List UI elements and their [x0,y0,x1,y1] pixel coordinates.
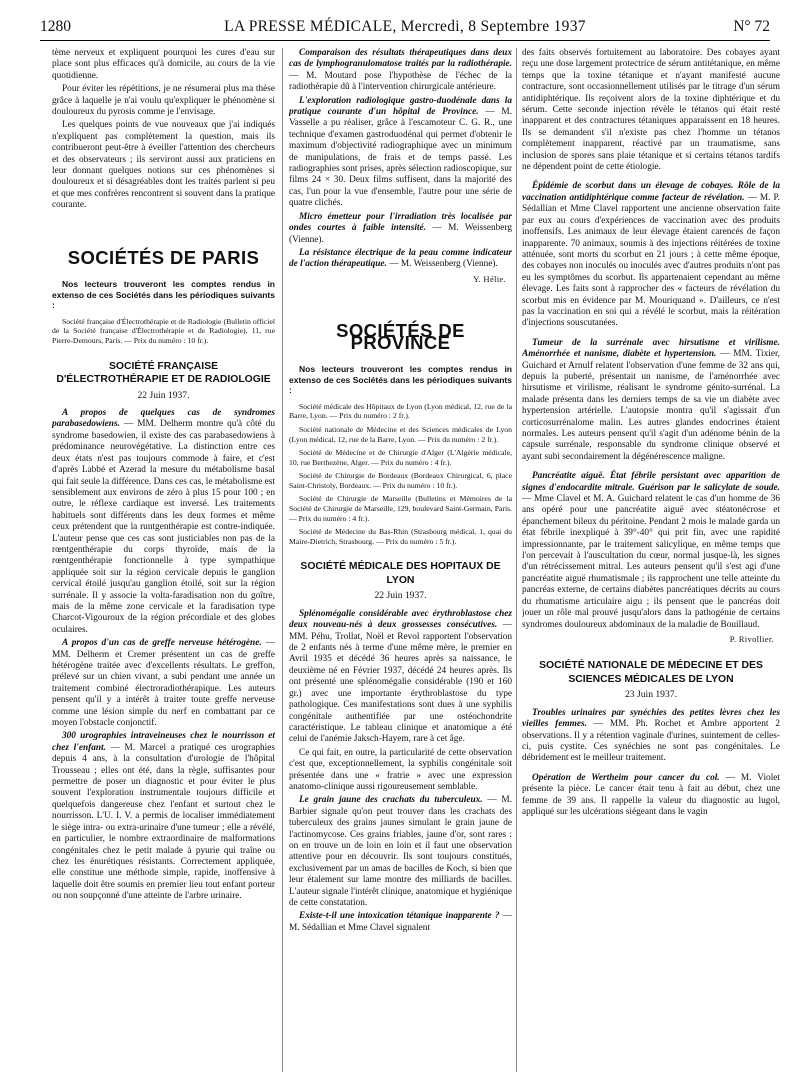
article-title: La résistance électrique de la peau comme indicateur de l'action thérapeutique. [289,247,512,270]
society-heading: SOCIÉTÉ NATIONALE DE MÉDECINE ET DES SCIENCES MÉDICALES DE LYON [539,660,763,685]
article-title: Pancréatite aiguë. État fébrile persistant avec apparition de signes d'endocardite mitrale. Guérison par le salicylate de soude. [522,471,780,493]
article-body: — MM. Delherm et Cremer présentent un cas de greffe hétérogène traitée avec d'excellents résultats. Le greffon, prélevé sur un chien vivant, a subi pendant une année un traitement combiné électroradiothérapique. Les auteurs pensent qu'il y a intérêt à traiter toute greffe nerveuse comme une lésion simple du nerf en combattant par ce moyen l'obstacle conjonctif. [52,638,275,729]
article-body: — M. Violet présente la pièce. Le cancer était tenu à fait au début, chez une femme de 39 ans. Il rappelle la valeur du diagnostic au lugol, appliqué sur les ulcérations siégeant dans le vagin [522,772,780,817]
session-date: 22 Juin 1937. [137,389,190,401]
article-body: — M. Marcel a pratiqué ces urographies depuis 4 ans, à la consultation d'urologie de l'hôpital Trousseau ; elles ont été, dans la règle, suffisantes pour permettre de poser un diagnostic et pour éviter le plus souvent l'exploration instrumentale toujours difficile et quelquefois dangereuse chez l'enfant et surtout chez le nourrisson. L'U. I. V. a permis de localiser immédiatement le siège intra- ou extra-urinaire d'une tumeur ; elle a révélé, en particulier, le nombre extraordinaire de malformations congénitales chez le petit malade à pyurie qui traîne ou chez les énurétiques résistants. Correctement appliquée, elle constitue une méthode simple, rapide, inoffensive à laquelle doit être soumis en premier lieu tout enfant porteur ou non soupçonné d'une atteinte de l'arbre urinaire. [52,742,275,902]
article [522,773,780,819]
article [289,48,512,94]
article-body: — MM. Péhu, Trollat, Noël et Revol rapportent l'observation de 2 enfants nés à terme d'une même mère, le premier en Avril 1935 et décédé 36 heures après sa naissance, le deuxième né en Février 1937, décédé 24 heures après. Ils ont présenté une splénomégalie considérable (190 et 160 gr.) avec une importante érythroblastose du type pathologique. Ces manifestations sont dues à une syphilis congénitale authentifiée par une ostéochondrite caractéristique. Le tableau clinique et anatomique a été celui de l'anémie Jaksch-Hayem, rare à cet âge. [289,620,512,745]
section-intro: Nos lecteurs trouveront les comptes rendus in extenso de ces Sociétés dans les périodiques suivants : [289,363,512,396]
article-body: — MM. Delherm montre qu'à côté du syndrome basedowien, il existe des cas parabasedowiens à prédominance neurovégétative. La distinction entre ces deux états n'est pas toujours commode à faire, et c'est d'après Labbé et Azerad la mesure du métabolisme basal qui fait seule la différence. Dans ces cas, le métabolisme est sensiblement aux environs de zéro à plus 15 pour 100 ; en outre, le réflexe cardiaque est inversé. Les traitements habituels sont différents dans les deux formes et même ceux prétendent que la runtgenthérapie est contre-indiquée. L'auteur pense que ces cas sont justiciables non pas de la rœntgenthérapie du corps thyroïde, mais de la rœntgenthérapie fonctionnelle à type sympathique appliquée soit sur la région cervicale depuis le ganglion cervical étoilé jusqu'au ganglion étoilé, soit sur la région surrénale. Il y associe la volta-faradisation non du goître, mais de la même zone cervicale et la faradisation type Charcot-Vigouroux de la région précordiale et des globes oculaires. [52,419,275,635]
article [522,708,780,765]
article-body: — MM. Ph. Rochet et Ambre apportent 2 observations. Il y a rétention vaginale d'urines, suintement de celles-ci, puis cystite. Ces synéchies ne sont pas congénitales. Le débridement est le meilleur traitement. [522,719,780,764]
journal-title: LA PRESSE MÉDICALE, Mercredi, 8 Septembre 1937 [224,18,586,35]
paragraph: des faits observés fortuitement au laboratoire. Des cobayes ayant reçu une dose largement protectrice de sérum antitétanique, en même temps que la toxine tétanique et n'ayant manifesté aucune contracture, sont occasionnellement utilisés par le titrage d'un sérum antidiphtérique. Ils reçoivent alors de la toxine diphtérique et du sérum. Cette seconde injection révèle le tétanos qui était resté inapparent et des contractures tétaniques apparaissent en 18 heures. Ils se demandent s'il n'existe pas chez l'homme un tétanos complètement inapparent, réactivé par un traumatisme, sans inclusion de spores sans plaie tétanique et si certains tétanos tardifs ne dépendent point de cette étiologie. [522,48,780,173]
periodical-listing: Société de Chirurgie de Bordeaux (Bordeaux Chirurgical, 6, place Saint-Christoly, Bordeaux. — Prix du numéro : 10 fr.). [289,471,512,490]
column-3 [522,48,780,1074]
article-title: Troubles urinaires par synéchies des petites lèvres chez les vieilles femmes. [522,707,780,730]
paragraph: Ce qui fait, en outre, la particularité de cette observation c'est que, exceptionnellement, la syphilis congénitale soit présentée dans une « fratrie » avec une expression anatomo-clinique aussi rigoureusement semblable. [289,747,512,792]
paragraph: Pour éviter les répétitions, je ne résumerai plus ma thèse grâce à laquelle je n'ai voulu qu'expliquer le phénomène si douloureux du pyrosis comme je l'envisage. [52,84,275,118]
article [289,795,512,909]
page-number: 1280 [40,18,71,35]
article-title: 300 urographies intraveineuses chez le nourrisson et chez l'enfant. [52,731,275,753]
article-title: Micro émetteur pour l'irradiation très localisée par ondes courtes à faible intensité. [289,211,512,234]
session-date: 23 Juin 1937. [625,689,677,701]
article [289,212,512,246]
article-title: Opération de Wertheim pour cancer du col. [532,772,720,783]
article [289,609,512,746]
section-intro: Nos lecteurs trouveront les comptes rendus in extenso de ces Sociétés dans les périodiques suivants : [52,279,275,311]
article-title: Comparaison des résultats thérapeutiques dans deux cas de lymphogranulomatose traités par la radiothérapie. [289,48,512,70]
article [522,181,780,329]
article-title: A propos d'un cas de greffe nerveuse hétérogène. [62,638,262,649]
article-body: — M. Vasselle a pu réaliser, grâce à l'escamoteur C. G. R., une technique d'examen gastroduodénal qui permet d'obtenir le maximum d'objectivité radiographique avec un minimum de manipulations, de frais et de temps passé. Les radiographies sont prises, après sélection radioscopique, sur films 24 × 30. Deux films suffisent, dans la majorité des cas, l'un pour la vue d'ensemble, l'autre pour une série de quatre clichés. [289,107,512,209]
article [289,96,512,210]
article [289,248,512,271]
article-body: — M. Sédallian et Mme Clavel signalent [289,911,512,933]
paragraph: tème nerveux et expliquent pourquoi les cures d'eau sur place sont plus efficaces qu'à domicile, au cours de la vie quotidienne. [52,48,275,81]
article-body: — M. Weissenberg (Vienne). [389,259,498,270]
periodical-listing: Société de Chirurgie de Marseille (Bulletins et Mémoires de la Société de Chirurgie de Marseille, 129, boulevard Saint-Germain, Paris. — Prix du numéro : 4 fr.). [289,494,512,523]
article-title: Splénomégalie considérable avec érythroblastose chez deux nouveau-nés à deux grossesses consécutives. [289,608,512,631]
periodical-listing: Société médicale des Hôpitaux de Lyon (Lyon médical, 12, rue de la Barre, Lyon. — Prix du numéro : 2 fr.). [289,401,512,421]
column-rule-2 [516,48,517,1072]
column-rule-1 [282,48,283,1072]
section-title: SOCIÉTÉS DE PROVINCE [336,320,465,353]
periodical-listing: Société de Médecine et de Chirurgie d'Alger (L'Algérie médicale, 10, rue Berthezène, Alger. — Prix du numéro : 4 fr.). [289,448,512,467]
article [52,408,275,636]
article-title: Existe-t-il une intoxication tétanique inapparente ? [299,911,500,922]
article [52,731,275,902]
author-signature: P. Rivollier. [729,633,774,644]
society-heading: SOCIÉTÉ MÉDICALE DES HOPITAUX DE LYON [300,561,501,586]
article [289,911,512,934]
periodical-listing: Société nationale de Médecine et des Sciences médicales de Lyon (Lyon médical, 12, rue de la Barre, Lyon. — Prix du numéro : 2 fr.). [289,424,512,444]
section-title: SOCIÉTÉS DE PARIS [67,246,260,268]
article-title: Tumeur de la surrénale avec hirsutisme et virilisme. Aménorrhée et nanisme, diabète et hypertension. [522,337,780,360]
article-body: — M. Weissenberg (Vienne). [289,223,512,245]
article-title: Épidémie de scorbut dans un élevage de cobayes. Rôle de la vaccination antidiphtérique comme facteur de révélation. [522,181,780,203]
paragraph: Les quelques points de vue nouveaux que j'ai indiqués n'expliquent pas complètement la question, mais ils contribueront peut-être à éveiller l'attention des chercheurs et des observateurs ; ils serviront aussi aux praticiens en leur donnant quelques notions sur ces phénomènes si douloureux et si désagréables dont les traités parlent si peu et que mes confrères rencontrent si souvent dans la pratique courante. [52,120,275,211]
article [522,471,780,631]
article [522,338,780,463]
article-title: A propos de quelques cas de syndromes parabasedowiens. [52,408,275,430]
column-1 [52,48,275,1074]
article-body: — M. Barbier signale qu'on peut trouver dans les crachats des tuberculeux des grains jaunes simulant le grain jaune de l'actinomycose. Ces grains friables, jaune d'or, sont rares : on en trouve un de loin en loin et il faut une observation attentive pour en découvrir. Ils sont toujours constitués, exclusivement par un amas de bacilles de Koch, si bien que leur étalement sur lame montre des milliards de bacilles. L'auteur signale l'intérêt clinique, anatomique et hygiénique de cette constatation. [289,795,512,908]
article-title: Le grain jaune des crachats du tuberculeux. [299,795,483,806]
article-body: — M. P. Sédallian et Mme Clavel rapportent une ancienne observation faite par eux au cours d'expériences de vaccination avec des produits inoffensifs. Les animaux de leur élevage étaient carencés de façon inapparente. 70 animaux, soumis à des injections réitérées de toxine atténuée, sont morts du scorbut en 21 jours ; à cette même époque, des cobayes non inoculés ou inoculés avec d'autres produits n'ont pas eu les symptômes du scorbut. Ils appartenaient cependant au même élevage. Les faits sont à rapprocher des « facteurs de révélation du scorbut mis en évidence par M. Mouriquand ». D'ailleurs, ce n'est pas la vaccination en soi qui a révélé le scorbut, mais la réitération d'injections souscutanées. [522,192,780,329]
society-heading: SOCIÉTÉ FRANÇAISE D'ÉLECTROTHÉRAPIE ET DE RADIOLOGIE [56,360,271,386]
column-2 [289,48,512,1074]
session-date: 22 Juin 1937. [374,590,427,602]
periodical-listing: Société de Médecine du Bas-Rhin (Strasbourg médical, 1, quai du Maire-Dietrich, Strasbourg. — Prix du numéro : 5 fr.). [289,527,512,546]
running-header [40,18,770,41]
issue-number: N° 72 [733,18,770,35]
article-body: — M. Moutard pose l'hypothèse de l'échec de la radiothérapie dû à l'intervention chirurgicale antérieure. [289,70,512,93]
article-body: — MM. Tixier, Guichard et Arnulf relatent l'observation d'une femme de 32 ans qui, depuis la puberté, présentait un nanisme, de l'aménorrhée avec hirsutisme et virilisme, réalisant le syndrome génito-surrénal. La malade présenta dans les derniers temps de sa vie un diabète avec hypertension artérielle. L'autopsie montra qu'il s'agissait d'un corticosurrénalome malin. Les autres glandes endocrines étaient normales. Les auteurs pensent qu'il s'agit d'un adénome bénin de la capsule surrénale, responsable du syndrome clinique observé et ayant subi secondairement la dégénérescence maligne. [522,349,780,462]
author-signature: Y. Hélie. [473,273,506,284]
article-title: L'exploration radiologique gastro-duodénale dans la pratique courante d'un hôpital de Province. [289,95,512,118]
article-body: — Mme Clavel et M. A. Guichard relatent le cas d'un homme de 36 ans opéré pour une pancréatite aiguë avec stéatonécrose et épanchement bileux du péritoine. Pendant 2 mois le malade garda un état fébrile inexpliqué à 39°-40° qui prit fin, avec une rapidité impressionnante, par le traitement salicylique, en même temps que l'on percevait à l'auscultation du cœur, normal jusque-là, les signes d'un rétrécissement mitral. Les auteurs pensent qu'il s'est agi d'une pancréatite aiguë rhumatismale ; ils rapprochent une telle atteinte du pancréas externe, de certains diabètes pancréatiques décrits au cours du rhumatisme articulaire aigu ; ils pensent que le pancréas doit jouer un rôle mal prouvé jusqu'alors dans la pathogénie de certains syndromes douloureux abdominaux de la maladie de Bouillaud. [522,494,780,630]
periodical-listing: Société française d'Électrothérapie et de Radiologie (Bulletin officiel de la Société française d'Électrothérapie et de Radiologie), 11, rue Pierre-Demours, Paris. — Prix du numéro : 10 fr.). [52,316,275,346]
article [52,638,275,729]
